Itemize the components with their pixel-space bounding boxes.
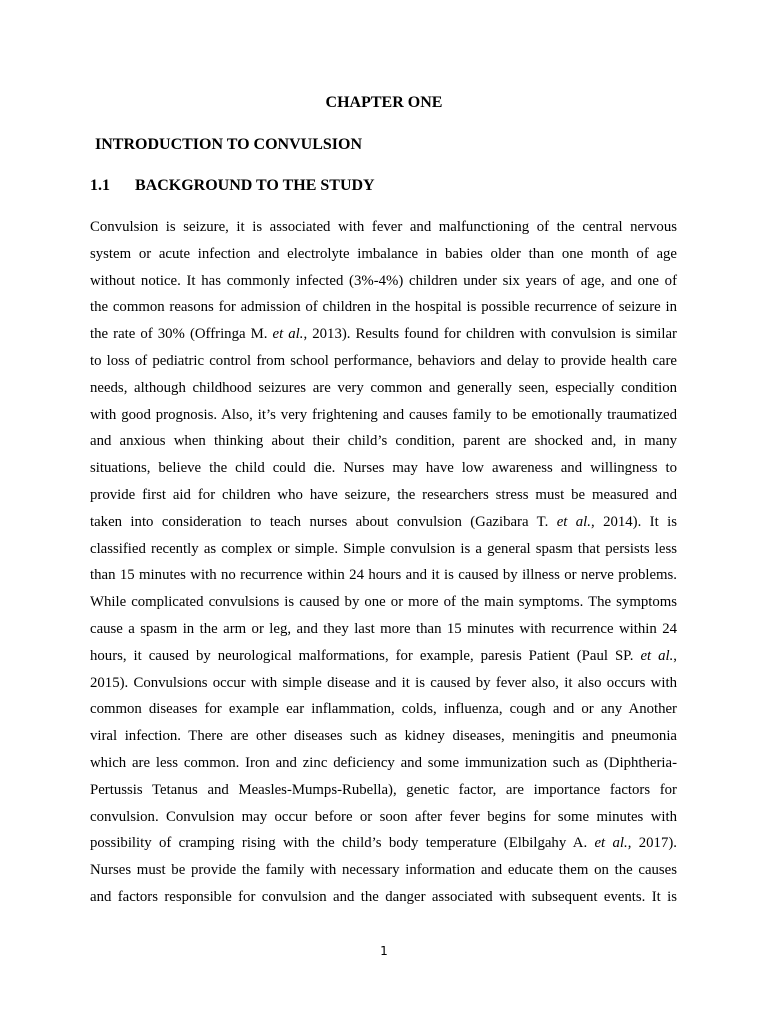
paragraph-line: Convulsion is seizure, it is associated with fever and malfunctioning of the central nervous (90, 219, 677, 235)
subsection-title: BACKGROUND TO THE STUDY (135, 177, 375, 194)
paragraph-line: the rate of 30% (Offringa M. et al., 2013). Results found for children with convulsion is similar (90, 326, 677, 343)
paragraph-line: cause a spasm in the arm or leg, and they last more than 15 minutes with recurrence within 24 (90, 620, 677, 637)
section-title: INTRODUCTION TO CONVULSION (95, 136, 363, 153)
body-paragraph (90, 214, 677, 911)
paragraph-line: convulsion. Convulsion may occur before or soon after fever begins for some minutes with (90, 808, 677, 825)
paragraph-line: common diseases for example ear inflammation, colds, influenza, cough and or any Another (90, 701, 677, 718)
paragraph-line: While complicated convulsions is caused by one or more of the main symptoms. The symptoms (90, 594, 677, 611)
paragraph-line: system or acute infection and electrolyte imbalance in babies older than one month of age (90, 245, 677, 262)
paragraph-line: the common reasons for admission of children in the hospital is possible recurrence of seizure in (90, 299, 677, 316)
page-number: 1 (380, 944, 388, 958)
paragraph-line: Pertussis Tetanus and Measles-Mumps-Rubella), genetic factor, are importance factors for (90, 781, 677, 798)
paragraph-line: taken into consideration to teach nurses about convulsion (Gazibara T. et al., 2014). It is (90, 513, 677, 530)
paragraph-line: situations, believe the child could die. Nurses may have low awareness and willingness to (90, 460, 677, 477)
paragraph-line: needs, although childhood seizures are very common and generally seen, especially condition (90, 379, 677, 396)
paragraph-line: than 15 minutes with no recurrence within 24 hours and it is caused by illness or nerve problems. (90, 567, 677, 584)
paragraph-line: hours, it caused by neurological malformations, for example, paresis Patient (Paul SP. et al., (90, 647, 677, 664)
paragraph-line: which are less common. Iron and zinc deficiency and some immunization such as (Diphtheria- (90, 754, 677, 771)
paragraph-line: to loss of pediatric control from school performance, behaviors and delay to provide health care (90, 352, 677, 369)
paragraph-line: 2015). Convulsions occur with simple disease and it is caused by fever also, it also occurs with (90, 674, 677, 691)
paragraph-line: and anxious when thinking about their child’s condition, parent are shocked and, in many (90, 433, 677, 450)
paragraph-line: viral infection. There are other diseases such as kidney diseases, meningitis and pneumonia (90, 728, 677, 745)
paragraph-line: possibility of cramping rising with the child’s body temperature (Elbilgahy A. et al., 2017). (90, 835, 677, 852)
paragraph-line: with good prognosis. Also, it’s very frightening and causes family to be emotionally traumatized (90, 406, 677, 423)
paragraph-line: without notice. It has commonly infected (3%-4%) children under six years of age, and one of (90, 272, 677, 289)
paragraph-line: provide first aid for children who have seizure, the researchers stress must be measured and (90, 486, 677, 503)
paragraph-line: Nurses must be provide the family with necessary information and educate them on the causes (90, 862, 677, 879)
subsection-heading (90, 176, 375, 196)
chapter-title: CHAPTER ONE (325, 94, 443, 111)
paragraph-line: classified recently as complex or simple. Simple convulsion is a general spasm that persists less (90, 540, 677, 557)
paragraph-line: and factors responsible for convulsion and the danger associated with subsequent events. It is (90, 888, 677, 905)
subsection-number: 1.1 (90, 177, 110, 194)
